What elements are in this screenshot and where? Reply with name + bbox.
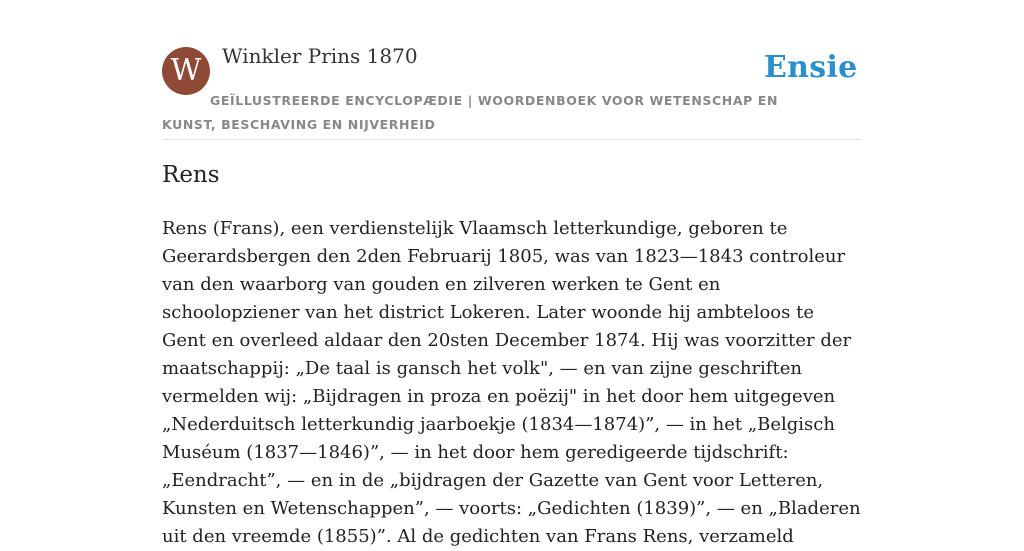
entry-body: Rens (Frans), een verdienstelijk Vlaamsch letterkundige, geboren te Geerardsbergen den 2den Februarij 1805, was van 1823—1843 controleur van den waarborg van gouden en zilveren werken te Gent en schoolopziener van het district Lokeren. Later woonde hij ambteloos te Gent en overleed aldaar den 20sten December 1874. Hij was voorzitter der maatschappij: „De taal is gansch het volk", — en van zijne geschriften vermelden wij: „Bijdragen in proza en poëzij" in het door hem uitgegeven „Nederduitsch letterkundig jaarboekje (1834—1874)”, — in het „Belgisch Muséum (1837—1846)”, — in het door hem geredigeerde tijdschrift: „Eendracht”, — en in de „bijdragen der Gazette van Gent voor Letteren, Kunsten en Wetenschappen”, — voorts: „Gedichten (1839)”, — en „Bladeren uit den vreemde (1855)”. Al de gedichten van Frans Rens, verzameld xyxy=(162,218,861,547)
ensie-logo[interactable]: Ensie xyxy=(764,50,858,85)
header-divider xyxy=(162,139,862,140)
publication-subtitle: GEÏLLUSTREERDE ENCYCLOPÆDIE | WOORDENBOEK VOOR WETENSCHAP EN KUNST, BESCHAVING EN NIJVERHEID xyxy=(162,93,779,132)
publication-title[interactable]: Winkler Prins 1870 xyxy=(222,44,418,68)
publication-avatar[interactable]: W xyxy=(162,47,210,95)
entry-title: Rens xyxy=(162,162,220,188)
